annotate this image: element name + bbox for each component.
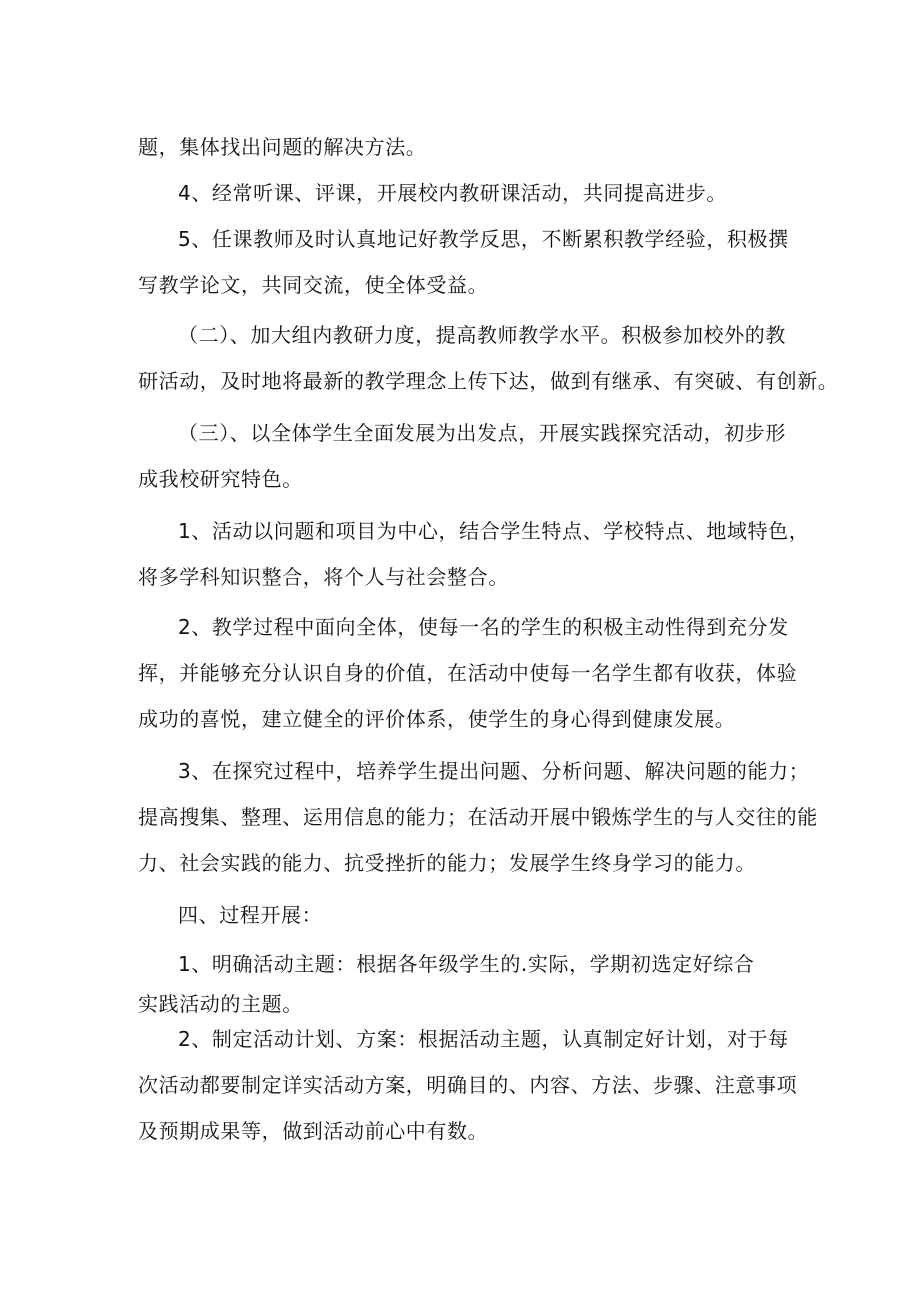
- paragraph-item-5: [138, 216, 798, 308]
- text-line: 写教学论文，共同交流，使全体受益。: [138, 273, 489, 297]
- text-line: 题，集体找出问题的解决方法。: [138, 135, 427, 159]
- text-line: 次活动都要制定详实活动方案，明确目的、内容、方法、步骤、注意事项: [138, 1073, 798, 1097]
- text-line: 力、社会实践的能力、抗受挫折的能力；发展学生终身学习的能力。: [138, 851, 756, 875]
- paragraph-activity-1: [138, 508, 810, 600]
- text-line: 及预期成果等，做到活动前心中有数。: [138, 1119, 489, 1143]
- paragraph-process-2: [138, 1016, 798, 1154]
- text-line: （二）、加大组内教研力度，提高教师教学水平。积极参加校外的教: [178, 323, 786, 347]
- text-line: 4、经常听课、评课，开展校内教研课活动，共同提高进步。: [178, 181, 727, 205]
- text-line: 挥，并能够充分认识自身的价值，在活动中使每一名学生都有收获，体验: [138, 661, 798, 685]
- paragraph-activity-3: [138, 748, 818, 886]
- paragraph-heading-4: [138, 892, 798, 938]
- paragraph-continuation: [138, 124, 798, 170]
- text-line: 成我校研究特色。: [138, 467, 303, 491]
- paragraph-item-4: [138, 170, 798, 216]
- text-line: 5、任课教师及时认真地记好教学反思，不断累积教学经验，积极撰: [178, 227, 789, 251]
- paragraph-process-1: [138, 944, 798, 1024]
- text-line: （三）、以全体学生全面发展为出发点，开展实践探究活动，初步形: [178, 421, 786, 445]
- paragraph-section-3: [138, 410, 798, 502]
- text-line: 2、制定活动计划、方案：根据活动主题，认真制定好计划，对于每: [178, 1027, 789, 1051]
- text-line: 提高搜集、整理、运用信息的能力；在活动开展中锻炼学生的与人交往的能: [138, 805, 818, 829]
- text-line: 实践活动的主题。: [138, 992, 303, 1016]
- section-heading: 四、过程开展：: [178, 903, 323, 927]
- text-line: 成功的喜悦，建立健全的评价体系，使学生的身心得到健康发展。: [138, 707, 736, 731]
- text-line: 1、明确活动主题：根据各年级学生的.实际，学期初选定好综合: [178, 952, 755, 976]
- text-line: 2、教学过程中面向全体，使每一名的学生的积极主动性得到充分发: [178, 615, 789, 639]
- text-line: 1、活动以问题和项目为中心，结合学生特点、学校特点、地域特色，: [178, 519, 810, 543]
- text-line: 研活动，及时地将最新的教学理念上传下达，做到有继承、有突破、有创新。: [138, 369, 839, 393]
- paragraph-activity-2: [138, 604, 798, 742]
- text-line: 3、在探究过程中，培养学生提出问题、分析问题、解决问题的能力；: [178, 759, 810, 783]
- paragraph-section-2: [138, 312, 839, 404]
- text-line: 将多学科知识整合，将个人与社会整合。: [138, 565, 509, 589]
